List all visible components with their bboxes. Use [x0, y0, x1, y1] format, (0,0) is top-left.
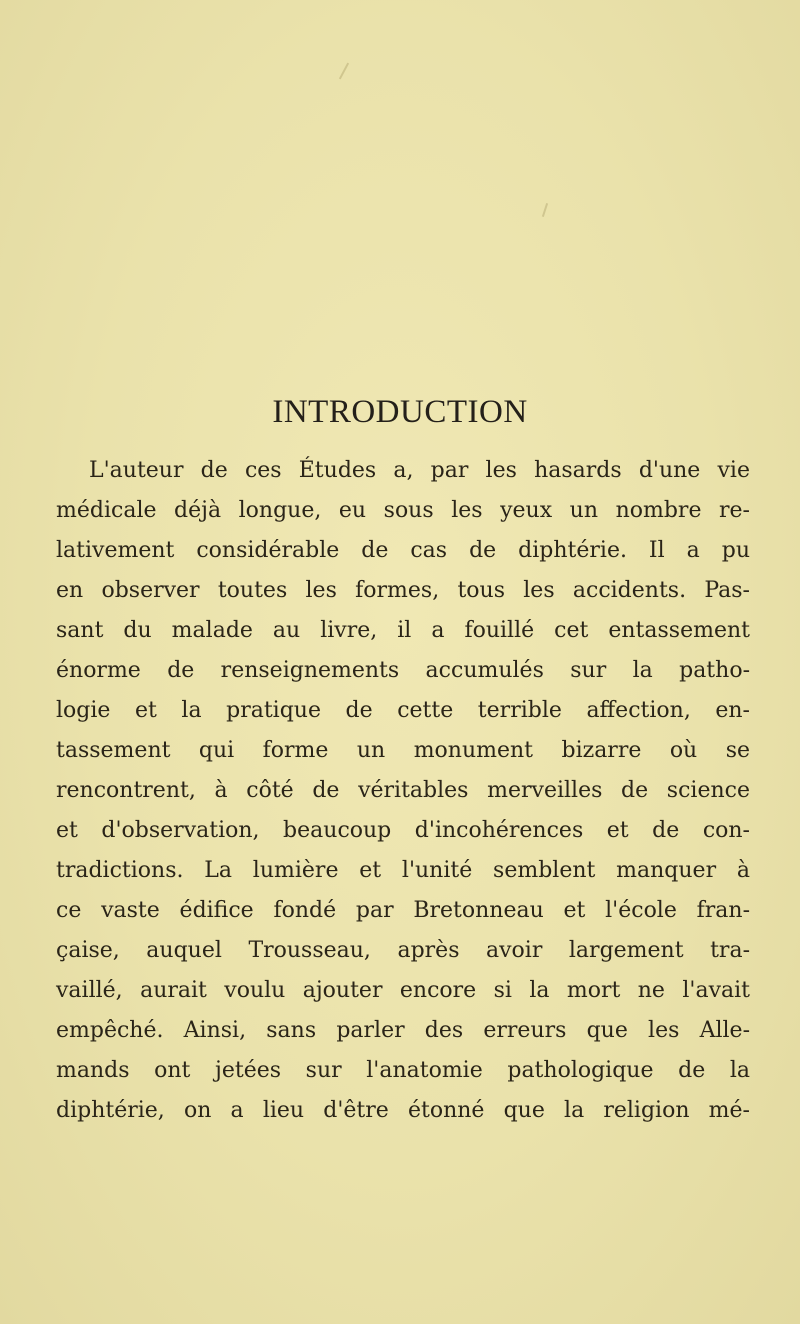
- text-line: çaise, auquel Trousseau, après avoir largement tra-: [56, 938, 750, 963]
- text-line: vaillé, aurait voulu ajouter encore si la mort ne l'avait: [56, 978, 750, 1003]
- text-line: empêché. Ainsi, sans parler des erreurs que les Alle-: [56, 1018, 750, 1043]
- text-line: logie et la pratique de cette terrible affection, en-: [56, 698, 750, 723]
- text-line: L'auteur de ces Études a, par les hasards d'une vie: [89, 458, 750, 483]
- text-line: médicale déjà longue, eu sous les yeux un nombre re-: [56, 498, 750, 523]
- paper-speck: [339, 63, 349, 80]
- text-line: énorme de renseignements accumulés sur la patho-: [56, 658, 750, 683]
- text-line: diphtérie, on a lieu d'être étonné que la religion mé-: [56, 1098, 750, 1123]
- text-line: mands ont jetées sur l'anatomie pathologique de la: [56, 1058, 750, 1083]
- text-line: tradictions. La lumière et l'unité semblent manquer à: [56, 858, 750, 883]
- text-line: tassement qui forme un monument bizarre où se: [56, 738, 750, 763]
- text-line: sant du malade au livre, il a fouillé cet entassement: [56, 618, 750, 643]
- text-line: et d'observation, beaucoup d'incohérences et de con-: [56, 818, 750, 843]
- body-paragraph: [56, 451, 750, 1131]
- chapter-title: INTRODUCTION: [272, 394, 528, 430]
- paper-speck: [542, 203, 548, 217]
- text-line: lativement considérable de cas de diphtérie. Il a pu: [56, 538, 750, 563]
- text-line: ce vaste édifice fondé par Bretonneau et l'école fran-: [56, 898, 750, 923]
- text-line: rencontrent, à côté de véritables merveilles de science: [56, 778, 750, 803]
- text-line: en observer toutes les formes, tous les accidents. Pas-: [56, 578, 750, 603]
